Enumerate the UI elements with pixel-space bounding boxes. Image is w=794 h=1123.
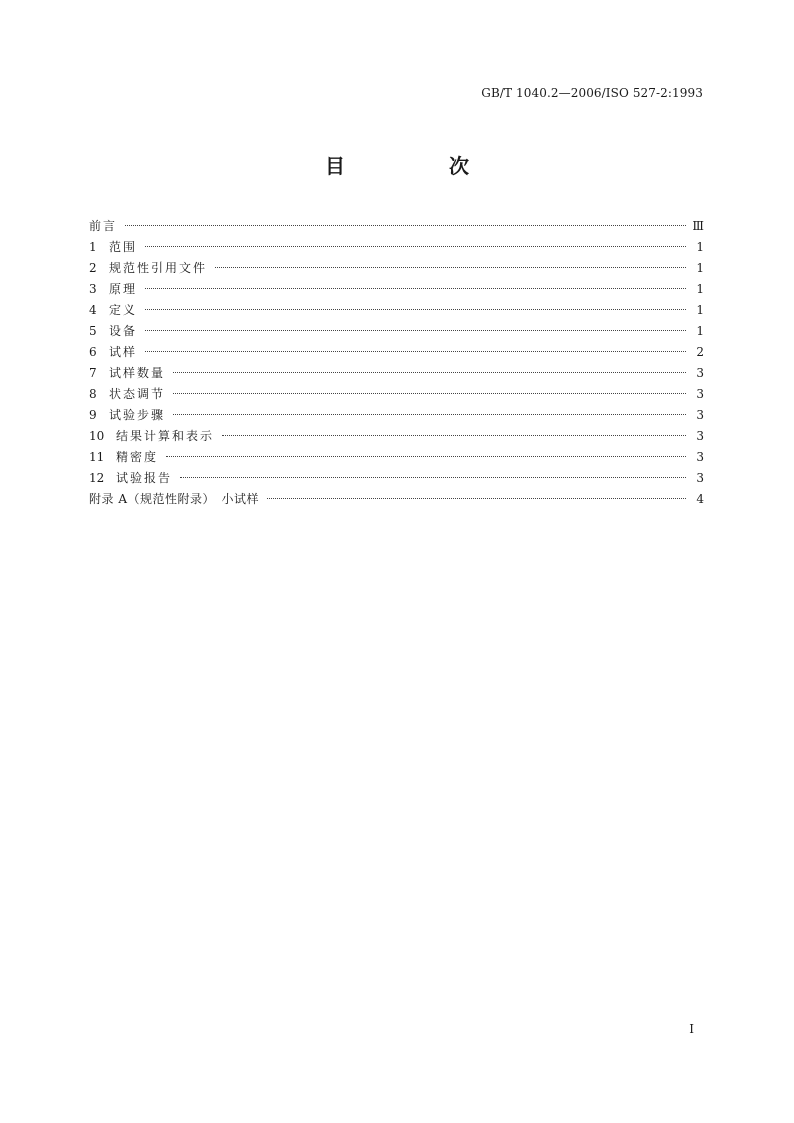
toc-entry-label: 附录 A（规范性附录） 小试样 bbox=[89, 492, 259, 506]
toc-entry-label: 设备 bbox=[109, 324, 138, 338]
toc-entry-number: 9 bbox=[89, 408, 97, 422]
toc-entry-number: 5 bbox=[89, 324, 97, 338]
toc-entry[interactable] bbox=[89, 258, 704, 279]
toc-entry-number: 7 bbox=[89, 366, 97, 380]
toc-entry[interactable] bbox=[89, 321, 704, 342]
toc-entry-number: 1 bbox=[89, 240, 97, 254]
toc-entry-label: 试样 bbox=[109, 345, 138, 359]
toc-entry-label: 状态调节 bbox=[109, 387, 166, 401]
toc-entry-page: 3 bbox=[696, 408, 704, 422]
dot-leader bbox=[267, 497, 686, 499]
toc-entry[interactable] bbox=[89, 426, 704, 447]
page-title: 目 次 bbox=[325, 154, 511, 178]
toc-entry[interactable] bbox=[89, 237, 704, 258]
toc-entry-label: 精密度 bbox=[116, 450, 159, 464]
dot-leader bbox=[173, 371, 686, 373]
toc-entry-label: 试验报告 bbox=[116, 471, 173, 485]
toc-entry-number: 6 bbox=[89, 345, 97, 359]
toc-entry-number: 11 bbox=[89, 450, 105, 464]
toc-entry-page: 3 bbox=[696, 429, 704, 443]
toc-entry-label: 前言 bbox=[89, 219, 118, 233]
toc-entry[interactable] bbox=[89, 279, 704, 300]
toc-entry-number: 10 bbox=[89, 429, 105, 443]
toc-entry-number: 3 bbox=[89, 282, 97, 296]
toc-entry[interactable] bbox=[89, 216, 704, 237]
dot-leader bbox=[125, 224, 686, 226]
toc-entry-number: 2 bbox=[89, 261, 97, 275]
toc-entry[interactable] bbox=[89, 384, 704, 405]
page-number: Ⅰ bbox=[689, 1022, 694, 1036]
toc-entry-label: 试样数量 bbox=[109, 366, 166, 380]
toc-entry-number: 4 bbox=[89, 303, 97, 317]
toc-entry-page: 1 bbox=[696, 240, 704, 254]
toc-entry-page: 3 bbox=[696, 387, 704, 401]
toc-entry-page: 2 bbox=[696, 345, 704, 359]
toc-entry-label: 结果计算和表示 bbox=[116, 429, 215, 443]
toc-entry-label: 规范性引用文件 bbox=[109, 261, 208, 275]
dot-leader bbox=[145, 245, 686, 247]
toc-entry-page: 4 bbox=[696, 492, 704, 506]
toc-entry-page: 1 bbox=[696, 324, 704, 338]
toc-entry-page: 3 bbox=[696, 450, 704, 464]
table-of-contents bbox=[89, 216, 704, 510]
dot-leader bbox=[222, 434, 686, 436]
toc-entry-number: 8 bbox=[89, 387, 97, 401]
toc-entry[interactable] bbox=[89, 468, 704, 489]
dot-leader bbox=[145, 329, 686, 331]
dot-leader bbox=[173, 413, 686, 415]
toc-entry-label: 范围 bbox=[109, 240, 138, 254]
toc-entry-label: 试验步骤 bbox=[109, 408, 166, 422]
dot-leader bbox=[215, 266, 686, 268]
toc-entry[interactable] bbox=[89, 405, 704, 426]
toc-entry[interactable] bbox=[89, 447, 704, 468]
toc-entry-page: 1 bbox=[696, 261, 704, 275]
toc-entry-page: 3 bbox=[696, 366, 704, 380]
dot-leader bbox=[166, 455, 686, 457]
toc-entry-page: 3 bbox=[696, 471, 704, 485]
standard-code-header: GB/T 1040.2—2006/ISO 527-2:1993 bbox=[481, 86, 703, 100]
toc-entry[interactable] bbox=[89, 489, 704, 510]
dot-leader bbox=[145, 287, 686, 289]
toc-entry[interactable] bbox=[89, 342, 704, 363]
toc-entry-page: Ⅲ bbox=[692, 219, 704, 233]
toc-entry-page: 1 bbox=[696, 282, 704, 296]
dot-leader bbox=[173, 392, 686, 394]
toc-entry[interactable] bbox=[89, 363, 704, 384]
toc-entry-label: 原理 bbox=[109, 282, 138, 296]
toc-entry[interactable] bbox=[89, 300, 704, 321]
dot-leader bbox=[145, 350, 686, 352]
dot-leader bbox=[180, 476, 686, 478]
toc-entry-page: 1 bbox=[696, 303, 704, 317]
toc-entry-number: 12 bbox=[89, 471, 105, 485]
dot-leader bbox=[145, 308, 686, 310]
toc-entry-label: 定义 bbox=[109, 303, 138, 317]
